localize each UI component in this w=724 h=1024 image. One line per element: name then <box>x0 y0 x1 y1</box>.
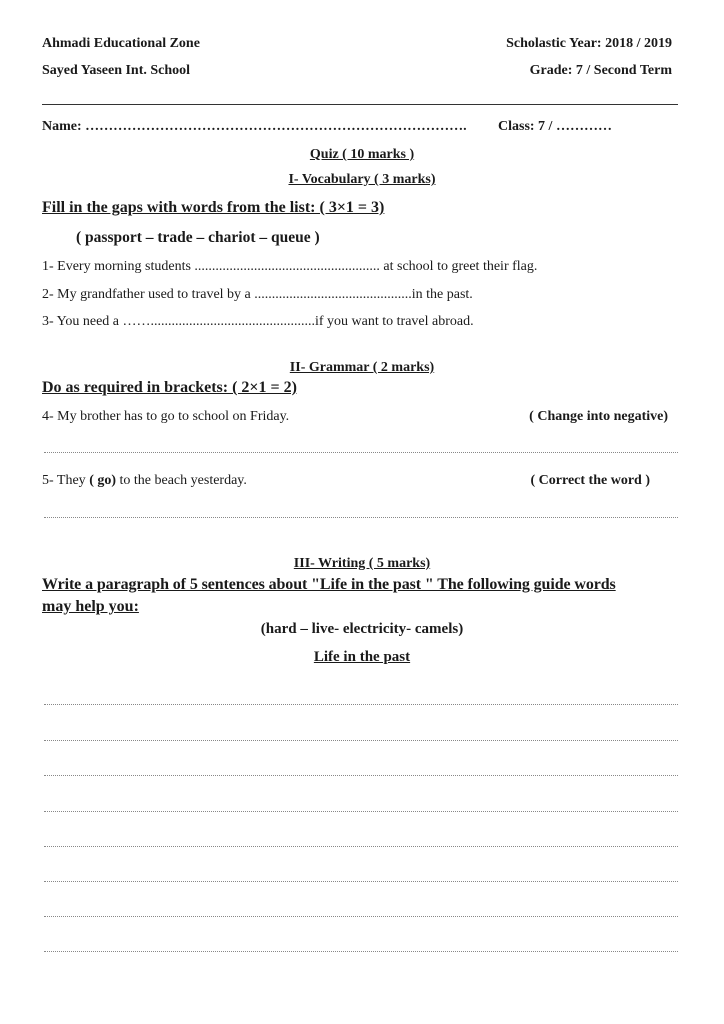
grammar-question-4: 4- My brother has to go to school on Friday. <box>42 409 290 424</box>
grammar-section-title: II- Grammar ( 2 marks) <box>289 360 435 375</box>
answer-line-5 <box>44 517 678 518</box>
grammar-question-5 <box>42 473 247 489</box>
writing-instruction-line-2: may help you: <box>42 598 139 615</box>
vocabulary-question-3: 3- You need a ……...............................................if you want to travel abroad. <box>42 314 474 329</box>
writing-line-4 <box>44 811 678 812</box>
vocabulary-instruction: Fill in the gaps with words from the list: ( 3×1 = 3) <box>42 199 385 216</box>
vocabulary-question-2: 2- My grandfather used to travel by a .............................................in the past. <box>42 287 473 302</box>
writing-line-7 <box>44 916 678 917</box>
writing-line-1 <box>44 704 678 705</box>
writing-section-title: III- Writing ( 5 marks) <box>293 556 431 571</box>
writing-line-6 <box>44 881 678 882</box>
grade-term: Grade: 7 / Second Term <box>529 63 672 78</box>
class-field: Class: 7 / ………… <box>498 119 612 134</box>
zone-name: Ahmadi Educational Zone <box>42 36 200 51</box>
answer-line-4 <box>44 452 678 453</box>
grammar-question-5-instruction: ( Correct the word ) <box>530 473 650 488</box>
writing-line-5 <box>44 846 678 847</box>
school-name: Sayed Yaseen Int. School <box>42 63 191 78</box>
quiz-title: Quiz ( 10 marks ) <box>309 147 415 162</box>
grammar-instruction: Do as required in brackets: ( 2×1 = 2) <box>42 379 297 396</box>
writing-guide-words: (hard – live- electricity- camels) <box>260 621 464 637</box>
header-divider <box>42 104 678 105</box>
writing-line-3 <box>44 775 678 776</box>
name-field: Name: ………………………………………………………………………. <box>42 119 467 134</box>
writing-instruction-line-1: Write a paragraph of 5 sentences about "Life in the past " The following guide words <box>42 576 616 593</box>
vocabulary-question-1: 1- Every morning students ..................................................... at school to greet their flag. <box>42 259 538 274</box>
vocabulary-word-list: ( passport – trade – chariot – queue ) <box>76 229 320 246</box>
grammar-question-5-suffix: to the beach yesterday. <box>116 473 247 488</box>
writing-line-8 <box>44 951 678 952</box>
writing-line-2 <box>44 740 678 741</box>
grammar-question-5-prefix: 5- They <box>42 473 90 488</box>
writing-topic: Life in the past <box>313 649 411 665</box>
vocabulary-section-title: I- Vocabulary ( 3 marks) <box>288 172 436 187</box>
grammar-question-4-instruction: ( Change into negative) <box>529 409 668 424</box>
grammar-question-5-verb: ( go) <box>89 473 117 488</box>
scholastic-year: Scholastic Year: 2018 / 2019 <box>506 36 672 51</box>
